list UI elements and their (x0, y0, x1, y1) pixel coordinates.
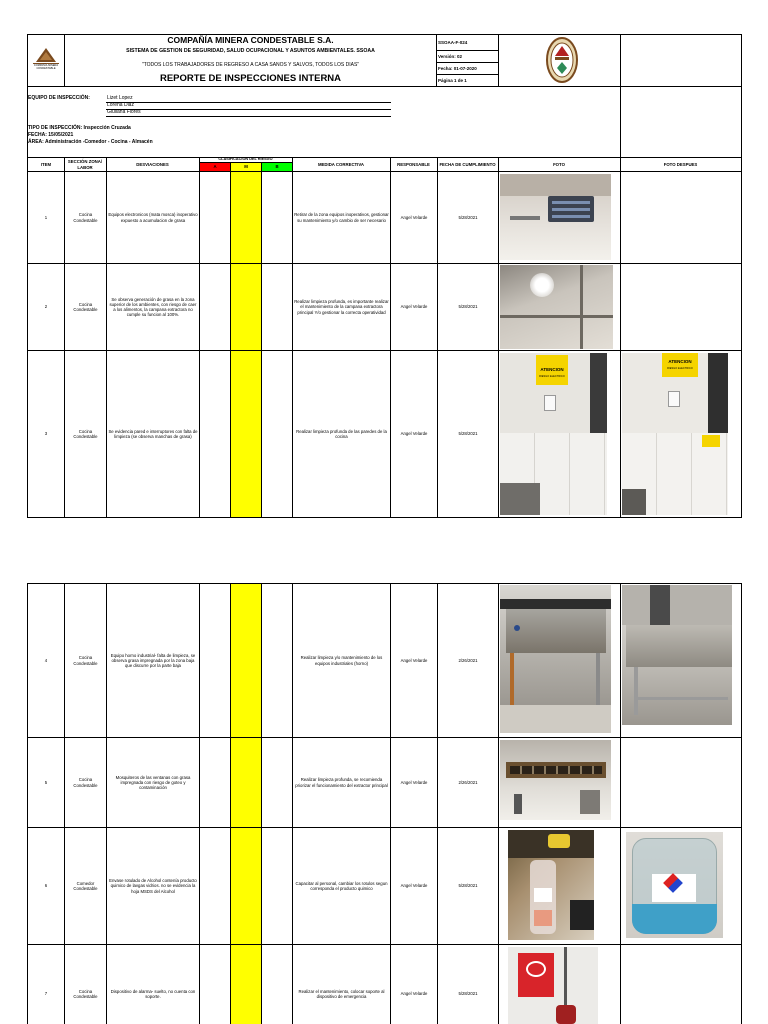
row-responsible: Angel Velarde (400, 214, 428, 220)
row-deviation: Equipos electronicos (mata mosca) inoperativo expuesto a acumulacion de grasa (108, 212, 198, 223)
warning-sign-sub: RIESGO ELECTRICO (539, 374, 565, 378)
inspection-area: ÁREA: Administración -Comedor - Cocina - Almacén (28, 138, 153, 145)
report-title: REPORTE DE INSPECCIONES INTERNA (159, 72, 342, 84)
col-risk-b: B (275, 164, 279, 170)
doc-page: Página 1 de 1 (438, 77, 467, 83)
photo-alarm-device (508, 947, 598, 1024)
col-deviations: DESVIACIONES (136, 161, 169, 167)
photo-window-screen (500, 740, 611, 820)
row-section: Cocina Condestable (73, 988, 98, 999)
warning-sign: ATENCION (540, 367, 564, 373)
row-section: Cocina Condestable (73, 301, 98, 312)
row-responsible: Angel Velarde (400, 431, 428, 437)
row-measure: Retirar de la zona equipos inoperativos, gestionar su mantenimiento y/o cambio de ser necesario (294, 212, 389, 223)
row-item: 1 (44, 214, 48, 220)
row-measure: Capacitar al personal, cambiar los rotulos segun corresponda el producto quimico (295, 880, 388, 891)
row-item: 7 (44, 991, 48, 997)
row-item: 5 (44, 779, 48, 785)
row-deviation: Se observa generación de grasa en la zona superior de los ambientes, con riesgo de caer a los alimentos, la campana extractora no cumple su funcion al 100%. (109, 296, 197, 318)
photo-wall-switch-before (500, 353, 607, 433)
row-responsible: Angel Velarde (400, 657, 428, 663)
row-item: 6 (44, 883, 48, 889)
photo-wall-tiles-before (500, 433, 607, 515)
row-deviation: Dispositivo de alarma- suelto, no cuenta con soporte. (110, 988, 196, 999)
risk-medium-column (231, 172, 261, 517)
row-section: Cocina Condestable (73, 428, 98, 439)
photo-wall-switch-after (622, 353, 728, 433)
photo-wall-tiles-after (622, 433, 728, 515)
row-deviation: Equipo horno industrial- falta de limpieza, se observa grasa impregnada por la zona baja que discurre por la parte baja (110, 652, 196, 669)
inspection-type: TIPO DE INSPECCIÓN: Inspección Cruzada (28, 124, 131, 131)
seal-logo (545, 36, 579, 84)
row-responsible: Angel Velarde (400, 304, 428, 310)
row-due: 5/28/2021 (458, 883, 478, 889)
motto: "TODOS LOS TRABAJADORES DE REGRESO A CASA SANOS Y SALVOS, TODOS LOS DIAS" (141, 61, 360, 68)
row-measure: Realizar limpieza y/o mantenimiento de los equipos industriales (horno) (300, 655, 383, 666)
team-member-3: Giuliana Flores (107, 108, 141, 115)
col-risk-a: A (213, 164, 217, 170)
row-responsible: Angel Velarde (400, 991, 428, 997)
row-due: 5/28/2021 (458, 214, 478, 220)
photo-spray-bottle (508, 830, 594, 940)
warning-sign-after: ATENCION (668, 359, 692, 365)
seal-emblem-icon (545, 36, 579, 84)
row-section: Comedor Condestable (73, 880, 98, 891)
logo-caption: COMPAÑÍA MINERA CONDESTABLE (33, 64, 59, 70)
doc-code: SSOAA-F-024 (438, 40, 468, 46)
system-name: SISTEMA DE GESTION DE SEGURIDAD, SALUD OCUPACIONAL Y ASUNTOS AMBIENTALES. SSOAA (126, 48, 375, 55)
photo-alcohol-jug (626, 832, 723, 938)
col-due: FECHA DE CUMPLIMIENTO (439, 161, 496, 167)
row-due: 5/28/2021 (458, 431, 478, 437)
row-item: 2 (44, 304, 48, 310)
inspection-date: FECHA: 15/05/2021 (28, 131, 74, 138)
col-photo: FOTO (553, 161, 565, 167)
row-section: Cocina Condestable (73, 212, 98, 223)
row-responsible: Angel Velarde (400, 883, 428, 889)
row-deviation: Envase rotulado de Alcohol contenía producto quimico de lavgas vidrios. no se evidencia la hoja MSDS del Alcohol (109, 878, 197, 894)
row-measure: Realizar limpieza profunda, se recomienda priorizar el funcionamiento del extractor principal (295, 777, 388, 788)
row-responsible: Angel Velarde (400, 779, 428, 785)
photo-fly-trap (500, 174, 611, 260)
row-deviation: Se evidencia pared e interruptores con falta de limpieza (se observa manchas de grasa) (108, 428, 198, 439)
row-item: 4 (44, 657, 48, 663)
team-label: EQUIPO DE INSPECCIÓN: (28, 94, 90, 101)
doc-version: Versión: 02 (438, 53, 463, 59)
row-due: 2/26/2021 (458, 779, 478, 785)
col-responsible: RESPONSABLE (397, 161, 430, 167)
row-measure: Realizar el mantenimiento, colocar soporte al dispositivo de emergencia (298, 988, 385, 999)
doc-date: Fecha: 01-07-2020 (438, 65, 477, 71)
col-photo-after: FOTO DESPUES (663, 161, 698, 167)
row-section: Cocina Condestable (73, 655, 98, 666)
row-measure: Realizar limpieza profunda de las paredes de la cocina (296, 428, 387, 439)
warning-sign-after-sub: RIESGO ELECTRICO (667, 366, 693, 370)
row-due: 2/26/2021 (458, 657, 478, 663)
photo-oven-before (500, 585, 611, 733)
col-measure: MEDIDA CORRECTIVA (317, 161, 365, 167)
team-member-1: Lizet Lopez (107, 94, 133, 101)
row-due: 5/28/2021 (458, 304, 478, 310)
col-section: SECCIÓN ZONA/ LABOR (67, 159, 103, 170)
col-item: ITEM (40, 161, 52, 167)
row-due: 5/28/2021 (458, 991, 478, 997)
team-member-2: Lorena Diaz (107, 101, 134, 108)
photo-oven-after (622, 585, 732, 725)
col-risk-m: M (244, 164, 248, 170)
company-name: COMPAÑÍA MINERA CONDESTABLE S.A. (167, 34, 334, 45)
row-section: Cocina Condestable (73, 777, 98, 788)
photo-ceiling-grease (500, 265, 613, 349)
row-deviation: Mosquiteros de las ventanas con grasa impregnada con riesgo de goteo y contaminación (115, 774, 191, 791)
col-risk: CLASIFICACION DEL RIESGO (218, 156, 273, 161)
risk-medium-column-2 (231, 584, 261, 1024)
row-item: 3 (44, 431, 48, 437)
row-measure: Realizar limpieza profunda, es importante realizar el mantenimiento de la campana extractora principal Y/o gestionar la correcta operatividad (294, 299, 389, 315)
